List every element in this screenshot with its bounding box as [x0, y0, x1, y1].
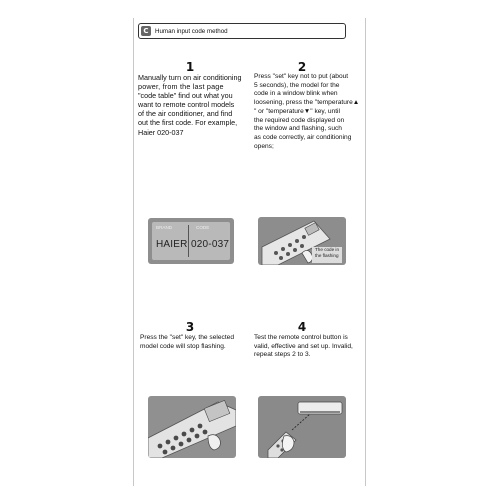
step-1-line: power, from the last page: [138, 82, 224, 92]
lcd-display-image: [148, 218, 234, 264]
lcd-code-label: CODE: [196, 225, 210, 230]
step-2-line: opens;: [254, 142, 274, 150]
step-2-text: [254, 73, 364, 151]
step-1-line: "code table" find out what you: [138, 91, 233, 101]
step-1-line: Manually turn on air conditioning: [138, 73, 242, 82]
section-badge: C: [141, 26, 151, 36]
step-2-line: Press "set" key not to put (about: [254, 73, 349, 80]
step-3-line: Press the "set" key, the selected: [140, 334, 234, 341]
flash-caption: [315, 247, 339, 258]
page-border-right: [365, 18, 366, 486]
remote-ac-illustration: [258, 396, 346, 458]
step-2-line: the window and flashing, such: [254, 125, 342, 133]
step-1-line: want to remote control models: [138, 100, 235, 110]
step-4-line: Test the remote control button is: [254, 334, 348, 341]
step-2-line: " or "temperature▼" key, until: [254, 107, 340, 115]
step-1-line: of the air conditioner, and find: [138, 109, 233, 119]
section-header: [138, 23, 346, 39]
page-border-left: [133, 18, 134, 486]
step-3-line: model code will stop flashing.: [140, 342, 226, 350]
step-1-text: [138, 73, 248, 137]
flash-caption-line: the flashing: [315, 252, 339, 258]
step-4-line: repeat steps 2 to 3.: [254, 351, 311, 359]
step-2-line: code in a window blink when: [254, 90, 338, 98]
step-3-text: [140, 334, 250, 351]
step-2-line: 5 seconds), the model for the: [254, 81, 340, 89]
step-2-line: as code correctly, air conditioning: [254, 133, 352, 141]
lcd-brand-value: HAIER: [156, 239, 188, 250]
step-4-text: [254, 334, 364, 360]
remote-closeup-illustration: [148, 396, 236, 458]
step-2-number: 2: [297, 60, 307, 74]
flash-caption-line: The code in: [315, 247, 340, 252]
step-2-line: loosening, press the "temperature▲: [254, 99, 360, 107]
lcd-brand-label: BRAND: [156, 225, 173, 230]
step-4-number: 4: [297, 320, 307, 334]
step-1-line: out the first code. For example,: [138, 118, 238, 128]
lcd-code-value: 020-037: [191, 239, 230, 250]
lcd-divider: [188, 225, 189, 257]
step-1-line: Haier 020-037: [138, 127, 184, 137]
section-title: Human input code method: [155, 27, 228, 35]
remote-photo-step-2: [258, 217, 346, 265]
remote-photo-step-3: [148, 396, 236, 458]
step-1-number: 1: [185, 60, 195, 74]
step-3-number: 3: [185, 320, 195, 334]
step-2-line: the required code displayed on: [254, 116, 345, 124]
lcd-screen: [152, 222, 230, 260]
step-4-line: valid, effective and set up. Invalid,: [254, 342, 353, 350]
remote-ac-photo-step-4: [258, 396, 346, 458]
